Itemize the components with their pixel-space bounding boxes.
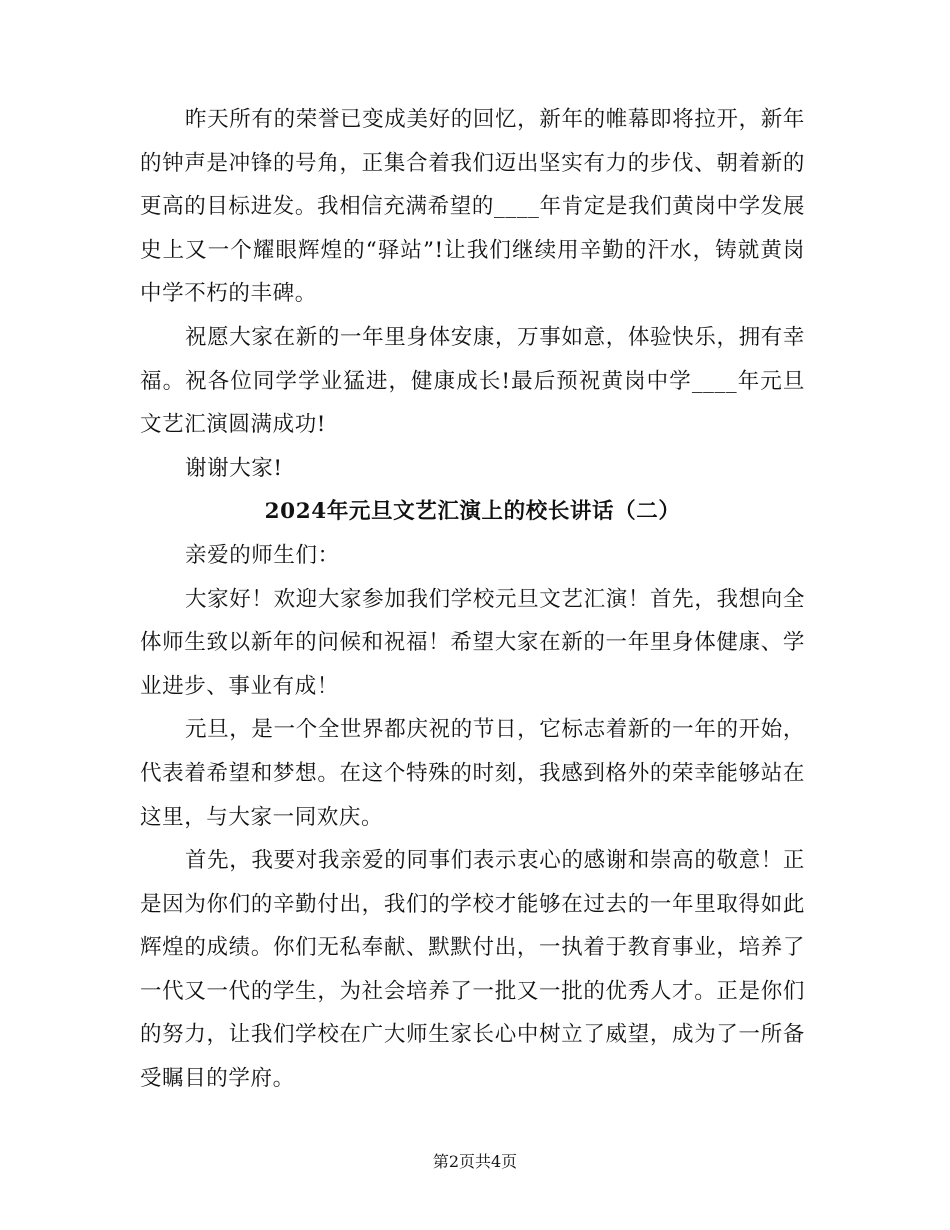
paragraph-thanks: 谢谢大家!	[185, 455, 283, 481]
document-body	[140, 98, 805, 1101]
paragraph-honors: 昨天所有的荣誉已变成美好的回忆，新年的帷幕即将拉开，新年的钟声是冲锋的号角，正集合着我们迈出坚实有力的步伐、朝着新的更高的目标进发。我相信充满希望的____年肯定是我们黄岗中学发展史上又一个耀眼辉煌的“驿站”!让我们继续用辛勤的汗水，铸就黄岗中学不朽的丰碑。	[140, 107, 805, 307]
section-title: 2024年元旦文艺汇演上的校长讲话（二）	[264, 499, 681, 525]
paragraph-new-year: 元旦，是一个全世界都庆祝的节日，它标志着新的一年的开始，代表着希望和梦想。在这个特殊的时刻，我感到格外的荣幸能够站在这里，与大家一同欢庆。	[140, 717, 805, 830]
paragraph-colleagues: 首先，我要对我亲爱的同事们表示衷心的感谢和崇高的敬意！正是因为你们的辛勤付出，我们的学校才能够在过去的一年里取得如此辉煌的成绩。你们无私奉献、默默付出，一执着于教育事业，培养了一代又一代的学生，为社会培养了一批又一批的优秀人才。正是你们的努力，让我们学校在广大师生家长心中树立了威望，成为了一所备受瞩目的学府。	[140, 848, 805, 1092]
paragraph-salutation: 亲爱的师生们：	[185, 542, 340, 568]
paragraph-greeting: 大家好！欢迎大家参加我们学校元旦文艺汇演！首先，我想向全体师生致以新年的问候和祝福！希望大家在新的一年里身体健康、学业进步、事业有成！	[140, 586, 805, 699]
paragraph-wishes: 祝愿大家在新的一年里身体安康，万事如意，体验快乐，拥有幸福。祝各位同学学业猛进，健康成长!最后预祝黄岗中学____年元旦文艺汇演圆满成功!	[140, 324, 805, 438]
page-number: 第2页共4页	[432, 1152, 518, 1171]
